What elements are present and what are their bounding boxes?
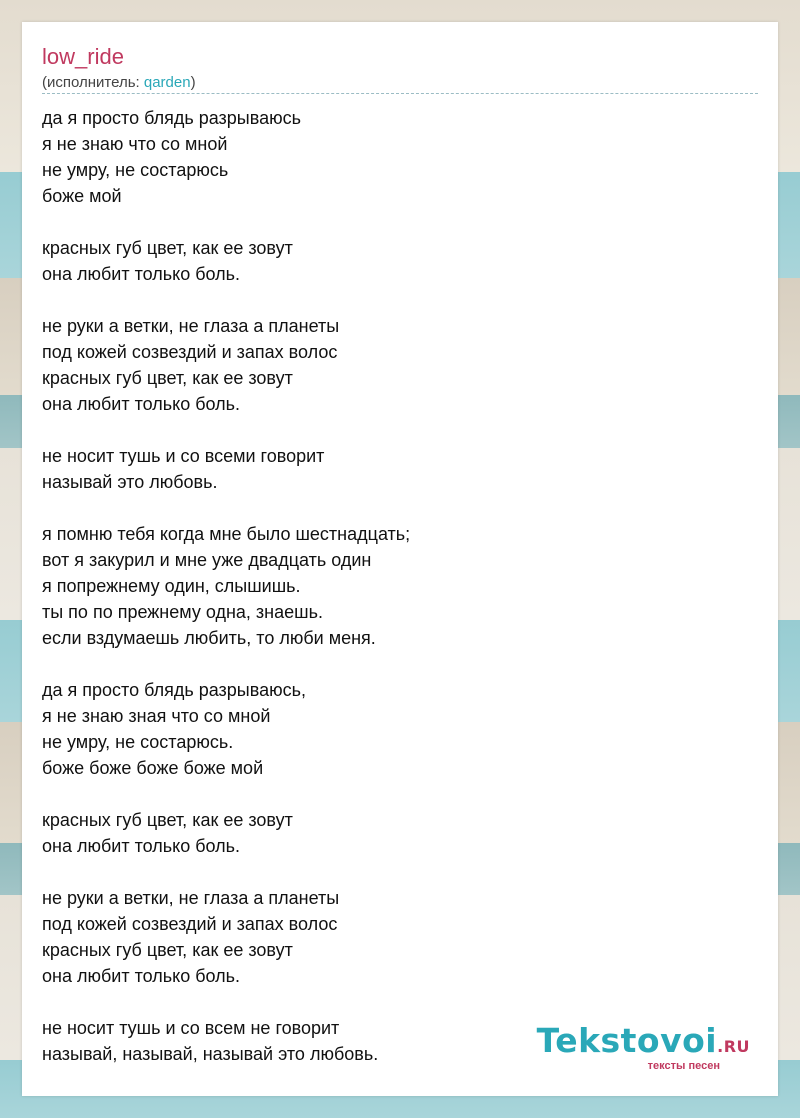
lyric-line: вот я закурил и мне уже двадцать один: [42, 550, 372, 570]
lyric-line: не руки а ветки, не глаза а планеты: [42, 316, 340, 336]
lyric-line: если вздумаешь любить, то люби меня.: [42, 628, 376, 648]
lyric-line: она любит только боль.: [42, 836, 241, 856]
lyric-line: она любит только боль.: [42, 394, 241, 414]
lyrics-sheet: [22, 22, 778, 1096]
lyric-line: под кожей созвездий и запах волос: [42, 342, 338, 362]
lyrics-stanza: [42, 105, 758, 209]
lyrics-body: [42, 105, 758, 1093]
lyric-line: я попрежнему один, слышишь.: [42, 576, 301, 596]
artist-line: [42, 73, 196, 93]
lyric-line: она любит только боль.: [42, 264, 241, 284]
lyric-line: я помню тебя когда мне было шестнадцать;: [42, 524, 411, 544]
lyrics-stanza: [42, 313, 758, 417]
lyric-line: я не знаю зная что со мной: [42, 706, 271, 726]
song-title: low_ride: [42, 44, 124, 69]
lyric-line: называй, называй, называй это любовь.: [42, 1044, 379, 1064]
artist-prefix: (исполнитель:: [42, 74, 144, 91]
lyric-line: ты по по прежнему одна, знаешь.: [42, 602, 323, 622]
lyric-line: не руки а ветки, не глаза а планеты: [42, 888, 340, 908]
lyrics-stanza: [42, 677, 758, 781]
lyrics-stanza: [42, 807, 758, 859]
site-logo[interactable]: [536, 1021, 750, 1072]
divider: [42, 93, 758, 94]
lyric-line: не носит тушь и со всем не говорит: [42, 1018, 340, 1038]
logo-domain: .RU: [717, 1037, 750, 1056]
artist-link[interactable]: qarden: [143, 74, 191, 91]
lyric-line: не умру, не состарюсь.: [42, 732, 234, 752]
lyric-line: называй это любовь.: [42, 472, 218, 492]
lyric-line: не носит тушь и со всеми говорит: [42, 446, 325, 466]
lyrics-stanza: [42, 443, 758, 495]
lyric-line: красных губ цвет, как ее зовут: [42, 940, 293, 960]
lyric-line: красных губ цвет, как ее зовут: [42, 810, 293, 830]
lyric-line: она любит только боль.: [42, 966, 241, 986]
lyric-line: красных губ цвет, как ее зовут: [42, 368, 293, 388]
lyric-line: да я просто блядь разрываюсь,: [42, 680, 306, 700]
lyric-line: боже боже боже боже мой: [42, 758, 264, 778]
lyric-line: я не знаю что со мной: [42, 134, 228, 154]
lyric-line: красных губ цвет, как ее зовут: [42, 238, 293, 258]
logo-tagline: тексты песен: [647, 1060, 720, 1072]
lyric-line: боже мой: [42, 186, 122, 206]
logo-text: Tekstovoi: [536, 1021, 718, 1060]
lyric-line: не умру, не состарюсь: [42, 160, 229, 180]
lyric-line: да я просто блядь разрываюсь: [42, 108, 301, 128]
lyrics-stanza: [42, 885, 758, 989]
lyrics-stanza: [42, 235, 758, 287]
artist-suffix: ): [190, 74, 196, 91]
lyric-line: под кожей созвездий и запах волос: [42, 914, 338, 934]
lyrics-stanza: [42, 521, 758, 651]
